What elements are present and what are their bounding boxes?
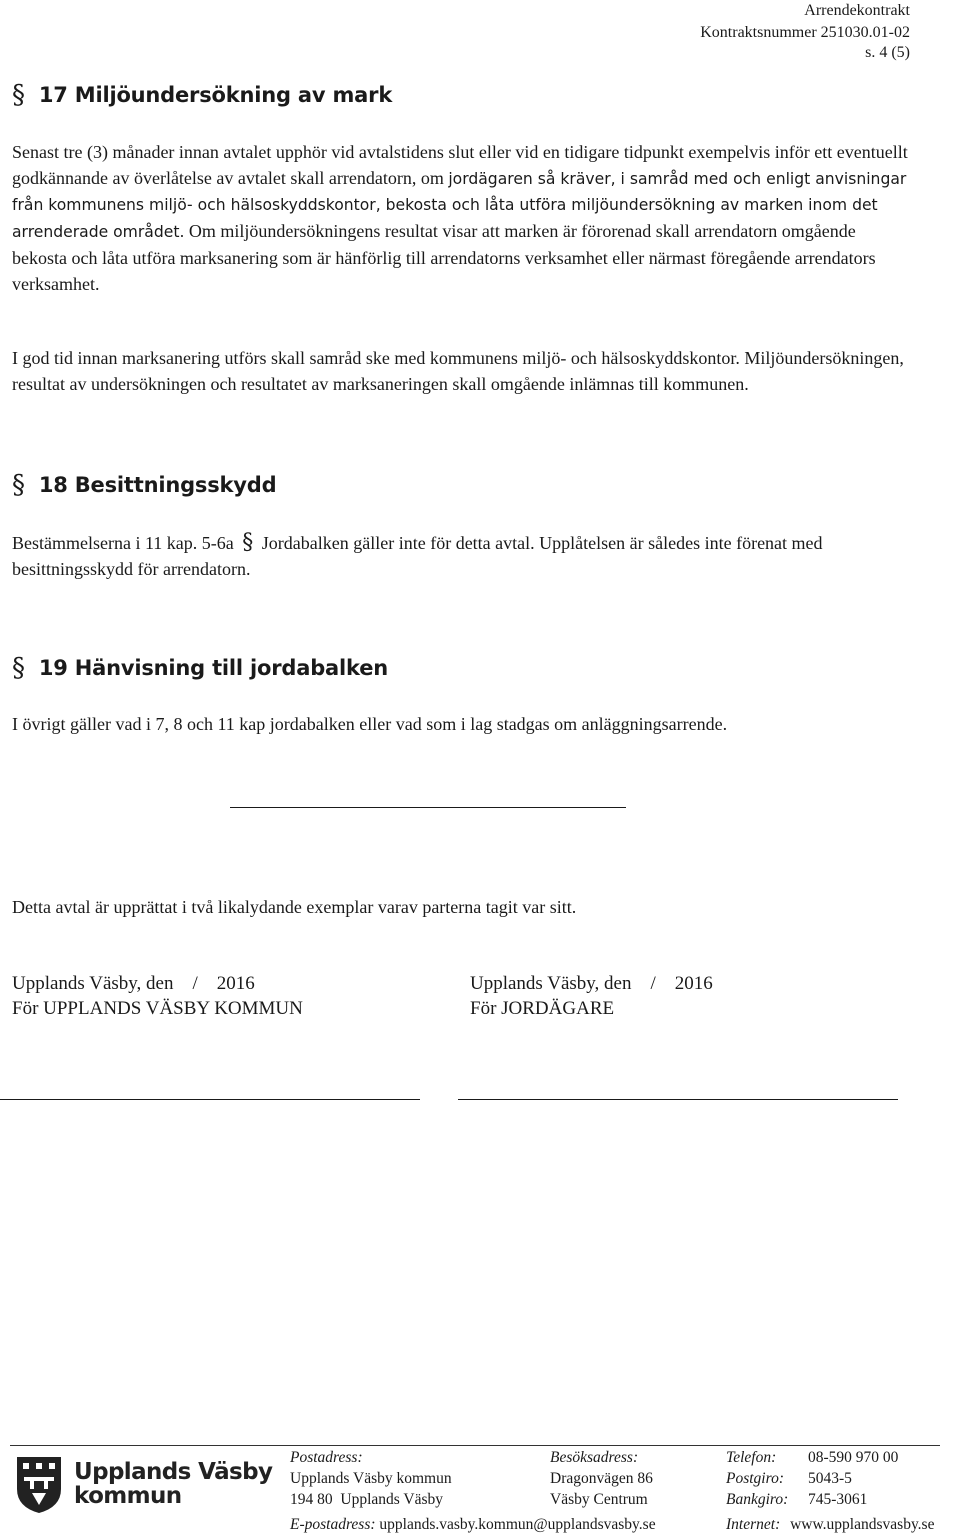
signature-line-kommun — [0, 1099, 420, 1100]
section-19-paragraph — [12, 712, 912, 738]
besoksadress-line-2: Väsby Centrum — [550, 1491, 648, 1508]
section-18-heading: 18 Besittningsskydd — [38, 473, 277, 497]
logo-line-2: kommun — [74, 1483, 182, 1509]
signature-party: För UPPLANDS VÄSBY KOMMUN — [12, 998, 303, 1019]
footer-besoksadress — [550, 1447, 653, 1510]
footer-internet — [726, 1514, 934, 1535]
signature-place-date: Upplands Väsby, den / 2016 — [470, 973, 713, 994]
section-18-text-b: Jordabalken gäller inte för detta avtal. Upplåtelsen är således inte förenat med besittningsskydd för arrendatorn. — [12, 533, 823, 579]
document-type: Arrendekontrakt — [804, 2, 910, 19]
section-17-paragraph-2 — [12, 346, 912, 397]
telefon-value: 08-590 970 00 — [808, 1449, 899, 1466]
closing-text: Detta avtal är upprättat i två likalydande exemplar varav parterna tagit var sitt. — [12, 897, 577, 917]
section-divider — [230, 807, 626, 808]
section-17-paragraph-1 — [12, 140, 912, 297]
footer-contact-labels — [726, 1447, 788, 1510]
epost-label: E-postadress: — [290, 1516, 376, 1533]
signature-block-kommun — [12, 971, 303, 1021]
paragraph-sign-icon: § — [12, 653, 25, 683]
footer-contact-values — [808, 1447, 898, 1510]
signature-party: För JORDÄGARE — [470, 998, 615, 1019]
page-number: s. 4 (5) — [865, 44, 910, 61]
postgiro-label: Postgiro: — [726, 1470, 784, 1487]
section-17-heading: 17 Miljöundersökning av mark — [38, 83, 393, 107]
besoksadress-line-1: Dragonvägen 86 — [550, 1470, 653, 1487]
footer-postadress — [290, 1447, 452, 1510]
municipality-logo — [14, 1453, 272, 1515]
section-19-text: I övrigt gäller vad i 7, 8 och 11 kap jordabalken eller vad som i lag stadgas om anläggningsarrende. — [12, 714, 728, 734]
section-18-text-a: Bestämmelserna i 11 kap. 5-6a — [12, 533, 234, 553]
logo-line-1: Upplands Väsby — [74, 1459, 273, 1485]
section-18-title — [12, 472, 276, 498]
internet-label: Internet: — [726, 1516, 781, 1533]
section-17-text-c: Om miljöundersökningens resultat visar att marken är förorenad skall arrendatorn omgående bekosta och låta utföra marksanering som är hänförlig till arrendatorns verksamhet eller närmast föregående arrendators verksamhet. — [12, 221, 876, 294]
paragraph-sign-icon: § — [12, 80, 25, 110]
footer-divider — [10, 1445, 940, 1446]
signature-place-date: Upplands Väsby, den / 2016 — [12, 973, 255, 994]
epost-link[interactable]: upplands.vasby.kommun@upplandsvasby.se — [379, 1516, 656, 1533]
signature-block-jordagare — [470, 971, 713, 1021]
logo-text — [74, 1460, 272, 1508]
telefon-label: Telefon: — [726, 1449, 777, 1466]
section-17-title — [12, 82, 392, 108]
internet-link[interactable]: www.upplandsvasby.se — [790, 1516, 935, 1533]
section-17-text-b: jordägaren så kräver, i samråd med och enligt anvisningar från kommunens miljö- och hälsoskyddskontor, bekosta och låta utföra miljöundersökning av marken inom det arrenderade området. — [12, 169, 907, 242]
document-header — [700, 0, 910, 64]
section-19-heading: 19 Hänvisning till jordabalken — [38, 656, 388, 680]
postgiro-value: 5043-5 — [808, 1470, 852, 1487]
bankgiro-label: Bankgiro: — [726, 1491, 789, 1508]
paragraph-sign-icon: § — [12, 470, 25, 500]
bankgiro-value: 745-3061 — [808, 1491, 868, 1508]
besoksadress-label: Besöksadress: — [550, 1449, 639, 1466]
section-18-paragraph — [12, 530, 912, 582]
section-17-text-a: Senast tre (3) månader innan avtalet upphör vid avtalstidens slut eller vid en tidigare tidpunkt exempelvis inför ett eventuellt godkännande av överlåtelse av avtalet skall arrendatorn, om — [12, 142, 908, 188]
section-17-text-d: I god tid innan marksanering utförs skall samråd ske med kommunens miljö- och hälsoskyddskontor. Miljöundersökningen, resultat av undersökningen och resultatet av marksaneringen skall omgående inlämnas till kommunen. — [12, 348, 904, 394]
postadress-label: Postadress: — [290, 1449, 363, 1466]
postadress-line-2: 194 80 Upplands Väsby — [290, 1491, 443, 1508]
coat-of-arms-icon — [14, 1453, 64, 1515]
paragraph-sign-icon: § — [242, 530, 254, 555]
postadress-line-1: Upplands Väsby kommun — [290, 1470, 452, 1487]
closing-statement — [12, 895, 912, 921]
footer-email — [290, 1514, 656, 1535]
signature-line-jordagare — [458, 1099, 898, 1100]
section-19-title — [12, 655, 388, 681]
contract-number: Kontraktsnummer 251030.01-02 — [700, 24, 910, 41]
